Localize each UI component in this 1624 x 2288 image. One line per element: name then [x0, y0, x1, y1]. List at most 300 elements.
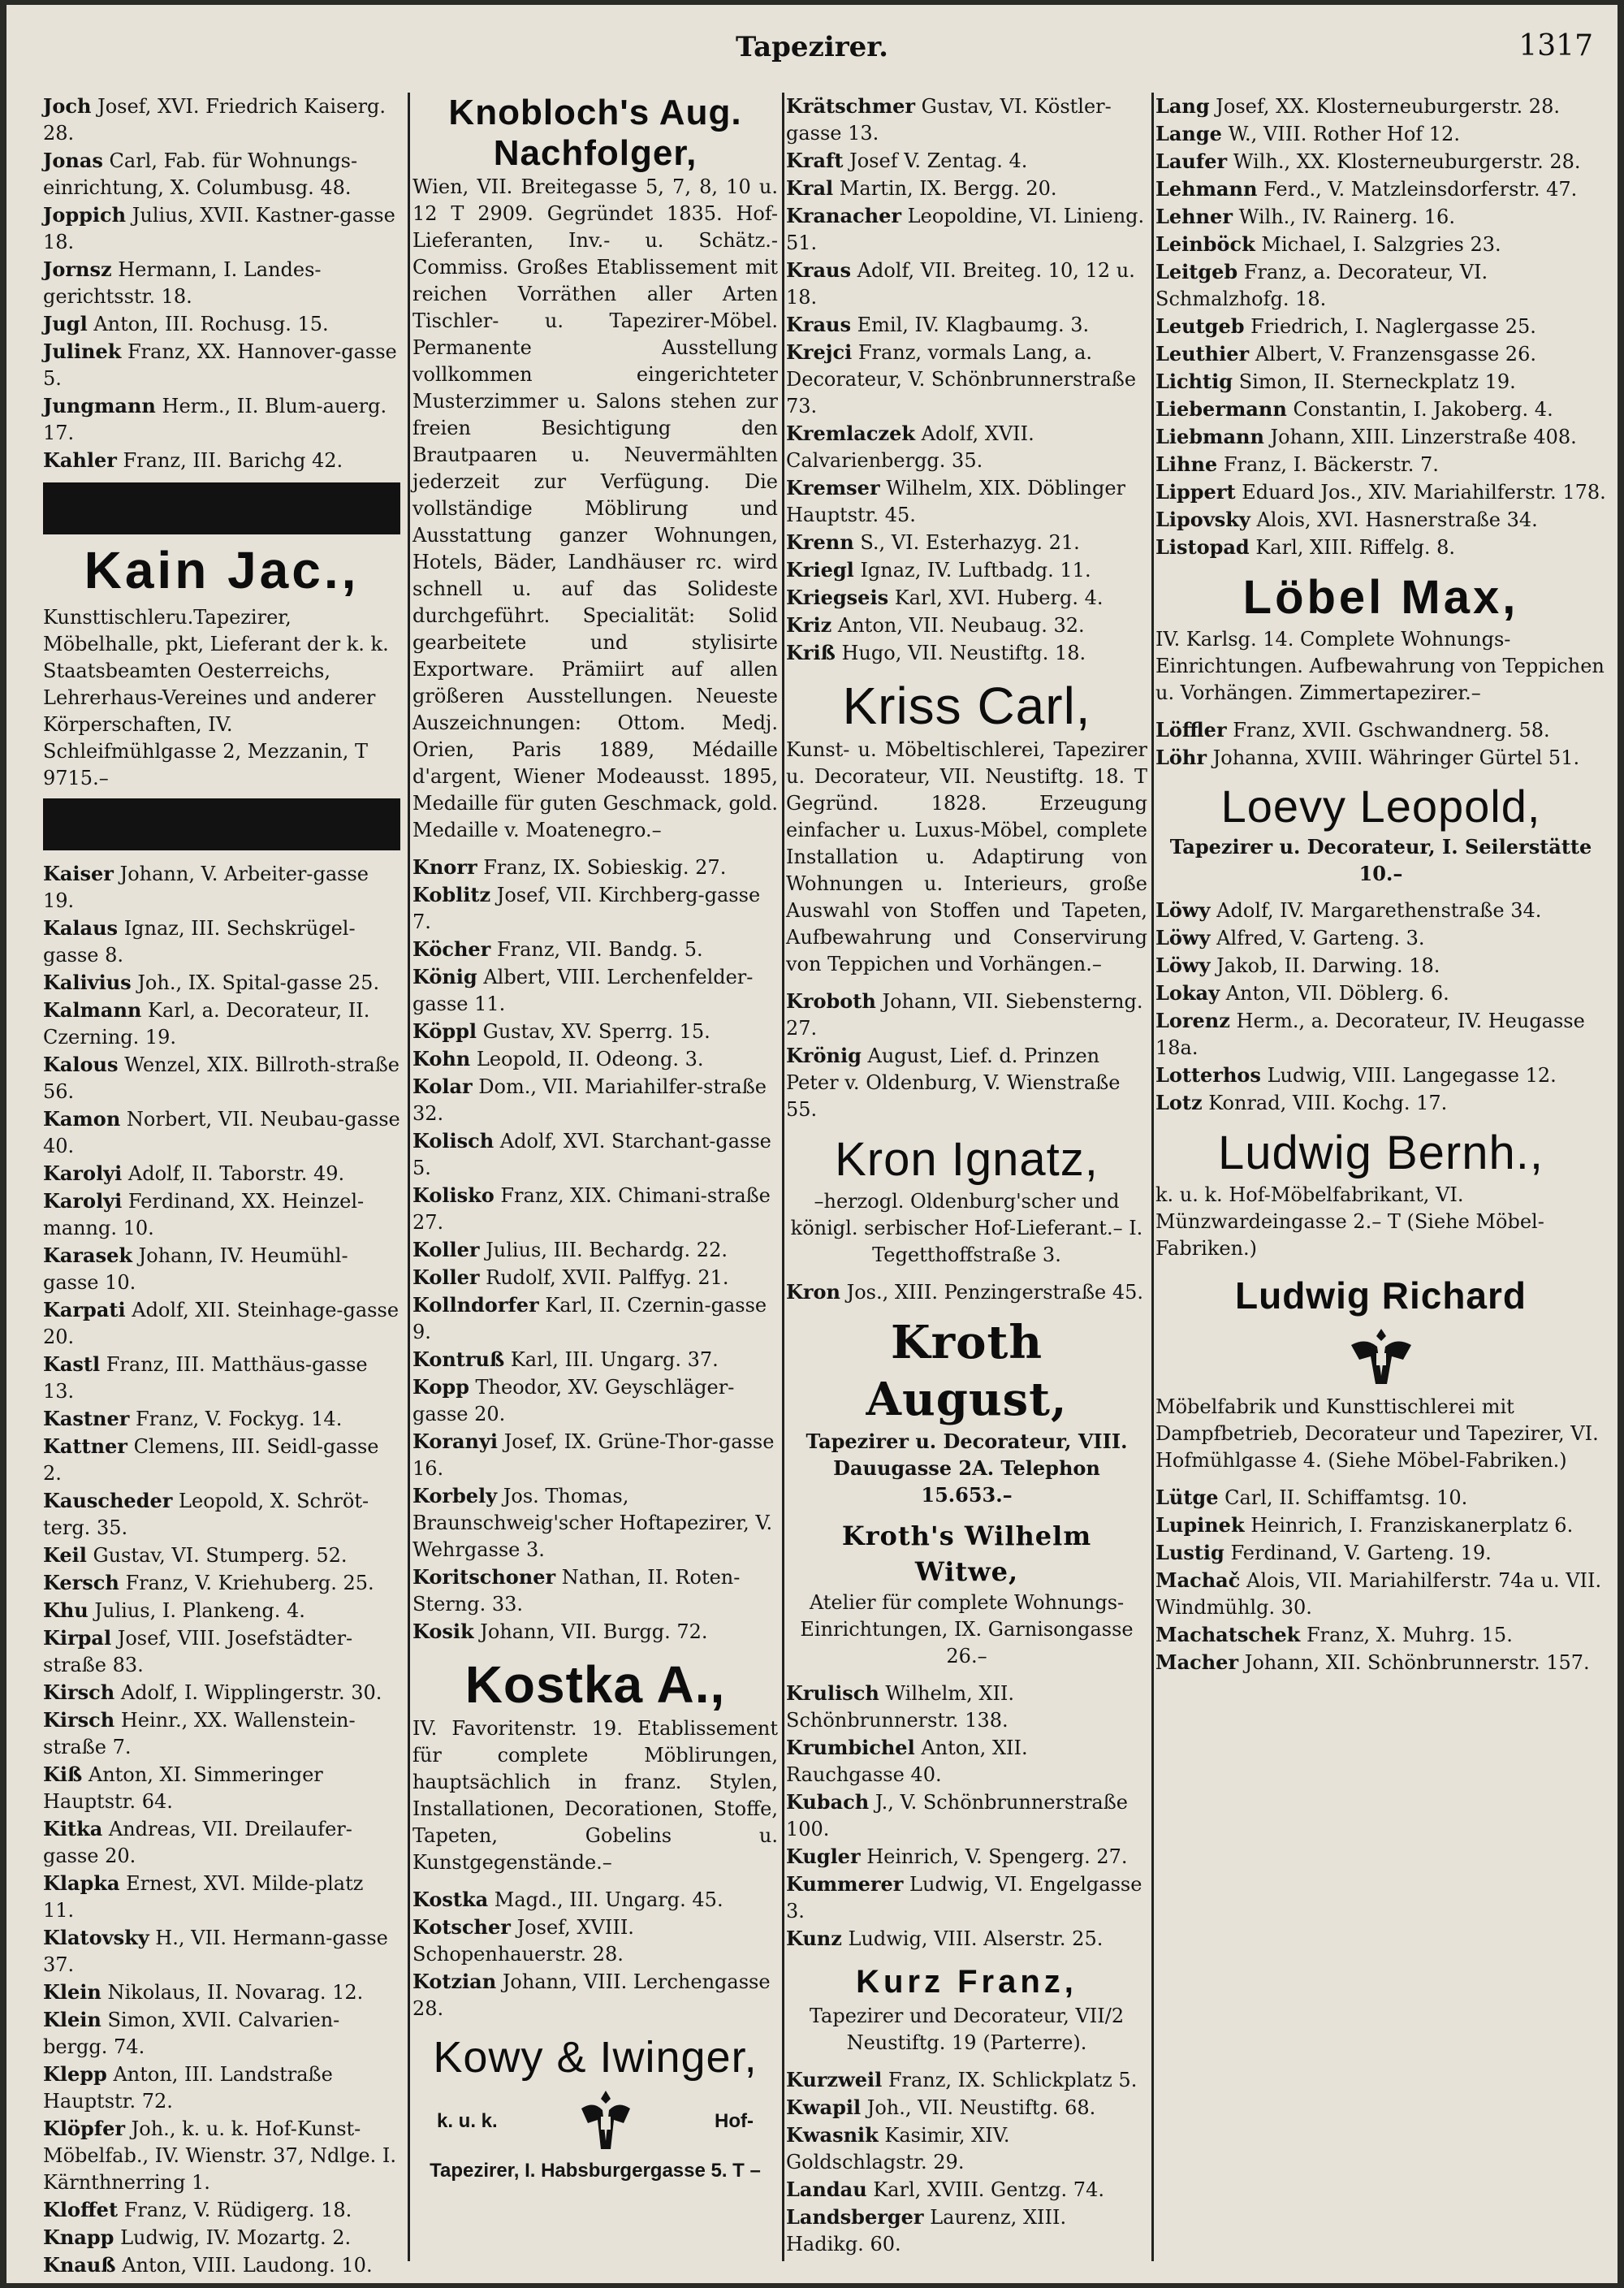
directory-entry [786, 1871, 1147, 1925]
entry-details: Franz, V. Fockyg. 14. [136, 1408, 343, 1430]
entry-details: Alfred, V. Garteng. 3. [1216, 927, 1425, 949]
page-number: 1317 [1518, 29, 1593, 63]
ad-heading: Kroth August, [866, 1316, 1068, 1426]
entry-surname: Kastner [43, 1407, 130, 1430]
directory-entry [412, 1291, 778, 1346]
entry-details: Simon, XVII. Calvarien-bergg. 74. [43, 2009, 340, 2058]
column-3 [786, 93, 1147, 2256]
entry-surname: Kitka [43, 1817, 103, 1840]
directory-entry [786, 420, 1147, 474]
entry-details: Albert, V. Franzensgasse 26. [1255, 343, 1536, 365]
ad-kurz [786, 1961, 1147, 2057]
entry-details: Johanna, XVIII. Währinger Gürtel 51. [1212, 746, 1580, 769]
directory-entry [786, 257, 1147, 311]
entry-surname: Kaiser [43, 862, 114, 885]
entry-surname: Kraft [786, 149, 844, 172]
directory-entry [412, 936, 778, 963]
ad-heading: Ludwig Richard [1235, 1274, 1527, 1317]
entry-surname: Köcher [412, 937, 491, 961]
entry-surname: Kroboth [786, 989, 876, 1013]
entry-details: Wilhelm, XII. Schönbrunnerstr. 138. [786, 1682, 1015, 1732]
directory-entry [1155, 952, 1606, 980]
entry-details: Nikolaus, II. Novarag. 12. [107, 1981, 364, 2004]
entry-details: Franz, I. Bäckerstr. 7. [1223, 453, 1439, 476]
directory-entry [1155, 1539, 1606, 1567]
ad-heading: Kain Jac., [84, 541, 360, 599]
entry-surname: Lotz [1155, 1091, 1203, 1114]
entry-details: Laurenz, XIII. Hadikg. 60. [786, 2206, 1067, 2256]
entry-surname: Landau [786, 2178, 867, 2201]
entry-surname: Landsberger [786, 2205, 924, 2229]
directory-entry [1155, 396, 1606, 423]
entry-details: Adolf, I. Wipplingerstr. 30. [120, 1681, 382, 1704]
entry-list [786, 2066, 1147, 2258]
entry-surname: Kersch [43, 1571, 119, 1594]
ad-heading: Löbel Max, [1242, 571, 1519, 624]
directory-entry [43, 1542, 400, 1569]
ad-kron [786, 1131, 1147, 1269]
directory-entry [43, 1569, 400, 1597]
entry-details: Clemens, III. Seidl-gasse 2. [43, 1435, 379, 1485]
entry-details: Simon, II. Sterneckplatz 19. [1238, 370, 1516, 393]
entry-surname: Klein [43, 1980, 102, 2004]
entry-details: Jakob, II. Darwing. 18. [1216, 954, 1440, 977]
entry-surname: Knorr [412, 855, 477, 879]
entry-surname: Korbely [412, 1484, 498, 1507]
entry-list [786, 988, 1147, 1123]
entry-surname: Kriegseis [786, 586, 889, 609]
entry-surname: Kolisch [412, 1129, 495, 1153]
entry-details: Ludwig, VIII. Alserstr. 25. [848, 1927, 1104, 1950]
entry-surname: Kriegl [786, 558, 854, 582]
entry-surname: Kirsch [43, 1680, 115, 1704]
ad-crest-row [1155, 1324, 1606, 1389]
entry-list [786, 93, 1147, 667]
entry-surname: Krejci [786, 340, 853, 364]
directory-entry [412, 1182, 778, 1236]
directory-entry [786, 175, 1147, 202]
entry-details: Karl, XIII. Riffelg. 8. [1255, 536, 1455, 559]
entry-details: Anton, III. Landstraße Hauptstr. 72. [43, 2063, 333, 2113]
entry-details: Emil, IV. Klagbaumg. 3. [857, 314, 1090, 336]
ad-kain [43, 482, 400, 850]
directory-entry [1155, 93, 1606, 120]
entry-details: Andreas, VII. Dreilaufer-gasse 20. [43, 1818, 352, 1867]
entry-details: Ludwig, IV. Mozartg. 2. [120, 2226, 352, 2249]
entry-surname: Macher [1155, 1650, 1239, 1674]
ad-loebel [1155, 569, 1606, 707]
directory-entry [43, 1815, 400, 1870]
entry-surname: Kremser [786, 476, 880, 500]
entry-list [786, 1278, 1147, 1306]
entry-details: Friedrich, I. Naglergasse 25. [1250, 315, 1536, 338]
directory-entry [786, 988, 1147, 1042]
entry-surname: Kamon [43, 1107, 121, 1131]
entry-details: Franz, VII. Bandg. 5. [496, 938, 703, 961]
entry-details: Adolf, XII. Steinhage-gasse 20. [43, 1299, 400, 1348]
ad-kowy [412, 2031, 778, 2184]
directory-entry [43, 1433, 400, 1487]
entry-surname: Kloffet [43, 2198, 119, 2221]
entry-surname: Kriz [786, 613, 832, 637]
directory-entry [1155, 980, 1606, 1007]
ad-text: Wien, VII. Breitegasse 5, 7, 8, 10 u. 12 T 2909. Gegründet 1835. Hof-Lieferanten, Inv.- u. Schätz.-Commiss. Großes Etablissement mit reichen Vorräthen aller Arten Tischler- u. Tapezirer-Möbel. Permanente Ausstellung vollkommen eingerichteter Musterzimmer u. Salons stehen zur freien Besichtigung den Brautpaaren u. Neuvermählten jederzeit zur Verfügung. Die vollständige Möblirung und Ausstattung ganzer Wohnungen, Hotels, Bäder, Landhäuser rc. wird schnell u. auf das Solideste durchgeführt. Specialität: Solid gearbeitete und stylisirte Exportware. Prämiirt auf allen größeren Ausstellungen. Neueste Auszeichnungen: Ottom. Medj. Orien, Paris 1889, Médaille d'argent, Wiener Modeausst. 1895, Medaille für guten Geschmack, gold. Medaille v. Moatenegro.– [412, 175, 778, 841]
directory-entry [412, 1264, 778, 1291]
column-divider [408, 93, 410, 2261]
entry-surname: Löwy [1155, 898, 1211, 922]
directory-entry [43, 1187, 400, 1242]
ad-loevy [1155, 780, 1606, 887]
directory-entry [786, 1734, 1147, 1788]
directory-entry [786, 584, 1147, 612]
entry-surname: Kalmann [43, 998, 142, 1022]
directory-page [6, 5, 1618, 2283]
ad-heading: Ludwig Bernh., [1218, 1127, 1544, 1179]
entry-surname: Jonas [43, 149, 103, 172]
entry-details: J., V. Schönbrunnerstraße 100. [786, 1791, 1128, 1840]
entry-surname: Klatovsky [43, 1926, 149, 1949]
directory-entry [1155, 924, 1606, 952]
directory-entry [786, 2176, 1147, 2204]
directory-entry [43, 2224, 400, 2251]
directory-entry [1155, 1649, 1606, 1676]
directory-entry [1155, 203, 1606, 231]
ad-heading: Kowy & Iwinger, [433, 2033, 758, 2082]
entry-surname: Knauß [43, 2253, 116, 2277]
directory-entry [412, 854, 778, 881]
directory-entry [1155, 534, 1606, 561]
ad-hof: Hof- [715, 2109, 754, 2132]
entry-surname: Kurzweil [786, 2068, 883, 2091]
entry-surname: Kolisko [412, 1183, 495, 1207]
entry-surname: Machač [1155, 1568, 1241, 1592]
entry-details: Anton, XII. Rauchgasse 40. [786, 1737, 1028, 1786]
entry-surname: Lang [1155, 94, 1210, 118]
ad-text: Möbelfabrik und Kunsttischlerei mit Dampfbetrieb, Decorateur und Tapezirer, VI. Hofmühlgasse 4. (Siehe Möbel-Fabriken.) [1155, 1395, 1599, 1472]
entry-surname: Kollndorfer [412, 1293, 539, 1317]
directory-entry [43, 338, 400, 392]
entry-surname: Koller [412, 1265, 480, 1289]
entry-details: Josef, IX. Grüne-Thor-gasse 16. [412, 1430, 775, 1480]
directory-entry [1155, 1567, 1606, 1621]
directory-entry [412, 963, 778, 1018]
entry-list [1155, 1484, 1606, 1676]
directory-entry [1155, 1062, 1606, 1089]
ad-text: Tapezirer und Decorateur, VII/2 Neustiftg. 19 (Parterre). [809, 2005, 1125, 2054]
directory-entry [43, 1924, 400, 1979]
entry-details: Joh., VII. Neustiftg. 68. [866, 2096, 1096, 2119]
entry-surname: Karpati [43, 1298, 126, 1321]
entry-surname: Kohn [412, 1047, 471, 1070]
entry-surname: Listopad [1155, 535, 1250, 559]
directory-entry [43, 1242, 400, 1296]
directory-entry [412, 881, 778, 936]
directory-entry [412, 1564, 778, 1618]
ad-heading: Loevy Leopold, [1220, 781, 1541, 832]
ad-text: Kunst- u. Möbeltischlerei, Tapezirer u. Decorateur, VII. Neustiftg. 18. T Gegründ. 1828. Erzeugung einfacher u. Luxus-Möbel, complete Installation u. Adaptirung von Wohnungen u. Interieurs, große Auswahl von Stoffen und Tapeten, Aufbewahrung und Conservirung von Teppichen und Vorhängen.– [786, 738, 1147, 975]
entry-list [43, 93, 400, 474]
directory-entry [412, 1968, 778, 2022]
entry-surname: Koblitz [412, 883, 491, 906]
entry-details: Ignaz, III. Sechskrügel-gasse 8. [43, 917, 356, 967]
directory-entry [786, 202, 1147, 257]
directory-entry [786, 2121, 1147, 2176]
directory-entry [412, 1428, 778, 1482]
entry-surname: Leitgeb [1155, 260, 1238, 283]
entry-surname: Joppich [43, 203, 127, 227]
directory-entry [786, 612, 1147, 639]
entry-surname: Kalous [43, 1053, 119, 1076]
entry-surname: Lotterhos [1155, 1063, 1261, 1087]
directory-entry [412, 1127, 778, 1182]
entry-details: Heinrich, V. Spengerg. 27. [866, 1845, 1128, 1868]
entry-details: Hermann, I. Landes-gerichtsstr. 18. [43, 258, 322, 308]
directory-entry [1155, 231, 1606, 258]
directory-entry [43, 93, 400, 147]
entry-list [1155, 716, 1606, 772]
directory-entry [1155, 120, 1606, 148]
entry-details: Josef, XVIII. Schopenhauerstr. 28. [412, 1916, 634, 1966]
entry-details: Anton, VII. Neubaug. 32. [837, 614, 1085, 637]
directory-entry [786, 639, 1147, 667]
entry-surname: Kwasnik [786, 2123, 879, 2147]
directory-entry [43, 1870, 400, 1924]
ad-ludwig-bernh [1155, 1125, 1606, 1262]
ad-text: IV. Favoritenstr. 19. Etablissement für complete Möblirungen, hauptsächlich in franz. Stylen, Installationen, Decorationen, Stoffe, Tapeten, Gobelins u. Kunstgegenstände.– [412, 1717, 778, 1874]
directory-entry [786, 474, 1147, 529]
directory-entry [43, 1351, 400, 1405]
entry-surname: Kirsch [43, 1708, 115, 1732]
ad-heading: Kostka A., [464, 1655, 726, 1714]
entry-surname: Koritschoner [412, 1565, 556, 1589]
ad-kostka [412, 1654, 778, 1876]
directory-entry [43, 392, 400, 447]
directory-entry [43, 915, 400, 969]
directory-entry [43, 2006, 400, 2061]
entry-surname: Kraus [786, 258, 852, 282]
ad-text: Tapezirer u. Decorateur, I. Seilerstätte 10.– [1169, 835, 1592, 885]
directory-entry [43, 1597, 400, 1624]
entry-surname: Klöpfer [43, 2117, 126, 2140]
entry-details: Johann, XIII. Linzerstraße 408. [1270, 426, 1577, 448]
directory-entry [1155, 148, 1606, 175]
entry-details: Gustav, XV. Sperrg. 15. [482, 1020, 710, 1043]
directory-entry [412, 1914, 778, 1968]
entry-details: Johann, XII. Schönbrunnerstr. 157. [1244, 1651, 1590, 1674]
entry-details: Rudolf, XVII. Palffyg. 21. [486, 1266, 729, 1289]
entry-details: Josef, VII. Kirchberg-gasse 7. [412, 884, 761, 933]
entry-surname: Krätschmer [786, 94, 916, 118]
directory-entry [786, 2094, 1147, 2121]
column-divider [782, 93, 784, 2261]
entry-details: Konrad, VIII. Kochg. 17. [1208, 1092, 1448, 1114]
entry-surname: Kwapil [786, 2096, 862, 2119]
entry-surname: Kauscheder [43, 1489, 173, 1512]
entry-details: Ignaz, IV. Luftbadg. 11. [860, 559, 1091, 582]
entry-list [1155, 897, 1606, 1117]
entry-details: Adolf, II. Taborstr. 49. [127, 1162, 345, 1185]
entry-details: Heinrich, I. Franziskanerplatz 6. [1250, 1514, 1574, 1537]
entry-details: Johann, VIII. Lerchengasse 28. [412, 1970, 771, 2020]
entry-surname: Löwy [1155, 926, 1211, 949]
entry-details: Anton, VIII. Laudong. 10. [122, 2254, 373, 2277]
entry-surname: Leuthier [1155, 342, 1250, 365]
entry-details: Ludwig, VI. Engelgasse 3. [786, 1873, 1142, 1923]
directory-entry [412, 1482, 778, 1564]
entry-details: Adolf, XVII. Calvarienbergg. 35. [786, 422, 1034, 472]
entry-details: Gustav, VI. Stumperg. 52. [93, 1544, 348, 1567]
entry-surname: Koranyi [412, 1429, 499, 1453]
entry-surname: Lehner [1155, 205, 1233, 228]
entry-surname: Kalivius [43, 971, 132, 994]
entry-details: Norbert, VII. Neubau-gasse 40. [43, 1108, 400, 1157]
directory-entry [412, 1886, 778, 1914]
entry-details: Ferdinand, V. Garteng. 19. [1230, 1542, 1492, 1564]
entry-details: Johann, VII. Burgg. 72. [480, 1620, 708, 1643]
entry-details: Josef, XX. Klosterneuburgerstr. 28. [1216, 95, 1560, 118]
ad-heading: Kroth's Wilhelm Witwe, [841, 1520, 1092, 1587]
entry-details: Franz, a. Decorateur, VI. Schmalzhofg. 18. [1155, 261, 1488, 310]
entry-list [412, 854, 778, 1646]
entry-list [786, 1680, 1147, 1953]
entry-details: Karl, a. Decorateur, II. Czerning. 19. [43, 999, 370, 1049]
entry-details: Gustav, VI. Köstler-gasse 13. [786, 95, 1112, 145]
entry-details: Albert, VIII. Lerchenfelder-gasse 11. [412, 966, 754, 1015]
entry-details: S., VI. Esterhazyg. 21. [860, 531, 1080, 554]
entry-surname: Kunz [786, 1927, 842, 1950]
entry-details: Karl, III. Ungarg. 37. [510, 1348, 719, 1371]
directory-entry [1155, 423, 1606, 451]
entry-details: Julius, III. Bechardg. 22. [486, 1239, 728, 1261]
entry-surname: Kugler [786, 1845, 861, 1868]
entry-surname: Koller [412, 1238, 480, 1261]
ad-text: Kunsttischleru.Tapezirer, Möbelhalle, pkt, Lieferant der k. k. Staatsbeamten Oesterreichs, Lehrerhaus-Vereines und anderer Körperschaften, IV. Schleifmühlgasse 2, Mezzanin, T 9715.– [43, 606, 389, 789]
entry-details: Julius, I. Plankeng. 4. [94, 1599, 305, 1622]
directory-entry [786, 1788, 1147, 1843]
entry-details: Leopoldine, VI. Linieng. 51. [786, 205, 1145, 254]
entry-details: Ernest, XVI. Milde-platz 11. [43, 1872, 364, 1922]
entry-details: Wilh., XX. Klosterneuburgerstr. 28. [1233, 150, 1581, 173]
directory-entry [43, 1761, 400, 1815]
entry-details: Franz, IX. Schlickplatz 5. [888, 2069, 1138, 2091]
directory-entry [43, 1105, 400, 1160]
entry-details: Ludwig, VIII. Langegasse 12. [1267, 1064, 1557, 1087]
entry-details: H., VII. Hermann-gasse 37. [43, 1927, 388, 1976]
directory-entry [43, 969, 400, 997]
directory-entry [43, 997, 400, 1051]
entry-surname: Lippert [1155, 480, 1236, 504]
entry-details: Anton, III. Rochusg. 15. [93, 313, 329, 335]
entry-surname: Kiß [43, 1762, 83, 1786]
directory-entry [43, 1296, 400, 1351]
directory-entry [786, 1278, 1147, 1306]
ad-heading: Knobloch's Aug. Nachfolger, [448, 93, 742, 173]
directory-entry [786, 2066, 1147, 2094]
entry-details: Johann, IV. Heumühl-gasse 10. [43, 1244, 348, 1294]
ad-text: Tapezirer u. Decorateur, VIII. Dauugasse 2A. Telephon 15.653.– [806, 1429, 1128, 1507]
entry-surname: Kraus [786, 313, 852, 336]
entry-surname: Kahler [43, 448, 117, 472]
entry-details: Joh., IX. Spital-gasse 25. [137, 971, 380, 994]
entry-surname: Kriß [786, 641, 836, 664]
entry-surname: Lustig [1155, 1541, 1224, 1564]
directory-entry [43, 201, 400, 256]
directory-entry [1155, 451, 1606, 478]
entry-list [43, 860, 400, 2279]
entry-details: Karl, II. Czernin-gasse 9. [412, 1294, 767, 1343]
directory-entry [1155, 716, 1606, 744]
entry-details: Magd., III. Ungarg. 45. [494, 1888, 723, 1911]
directory-entry [1155, 340, 1606, 368]
entry-surname: Joch [43, 94, 92, 118]
entry-surname: Kalaus [43, 916, 119, 940]
entry-surname: Löffler [1155, 718, 1227, 742]
directory-entry [412, 1373, 778, 1428]
ad-kriss [786, 675, 1147, 978]
directory-entry [43, 310, 400, 338]
entry-surname: König [412, 965, 477, 988]
entry-details: Karl, XVIII. Gentzg. 74. [873, 2178, 1104, 2201]
ad-kroth-witwe [786, 1518, 1147, 1670]
column-2 [412, 93, 778, 2253]
entry-surname: Karolyi [43, 1161, 123, 1185]
entry-surname: Köppl [412, 1019, 477, 1043]
directory-entry [43, 1706, 400, 1761]
directory-entry [786, 556, 1147, 584]
directory-entry [1155, 897, 1606, 924]
page-header [6, 5, 1618, 102]
ad-text: k. u. k. Hof-Möbelfabrikant, VI. Münzwardeingasse 2.– T (Siehe Möbel-Fabriken.) [1155, 1183, 1544, 1260]
entry-details: Ferdinand, XX. Heinzel-manng. 10. [43, 1190, 365, 1239]
entry-surname: Liebermann [1155, 397, 1287, 421]
ad-text: Tapezirer, I. Habsburgergasse 5. T – [430, 2160, 761, 2182]
directory-entry [786, 1843, 1147, 1871]
entry-details: Dom., VII. Mariahilfer-straße 32. [412, 1075, 767, 1125]
entry-details: Constantin, I. Jakoberg. 4. [1293, 398, 1553, 421]
page-title: Tapezirer. [736, 31, 888, 63]
ad-text: IV. Karlsg. 14. Complete Wohnungs-Einrichtungen. Aufbewahrung von Teppichen u. Vorhängen. Zimmertapezirer.– [1155, 628, 1605, 704]
directory-entry [43, 1979, 400, 2006]
directory-entry [43, 1624, 400, 1679]
entry-details: Franz, V. Rüdigerg. 18. [123, 2199, 352, 2221]
entry-details: Josef, XVI. Friedrich Kaiserg. 28. [43, 95, 387, 145]
directory-entry [1155, 1484, 1606, 1512]
entry-surname: Laufer [1155, 149, 1228, 173]
entry-details: Carl, II. Schiffamtsg. 10. [1224, 1486, 1468, 1509]
entry-surname: Jornsz [43, 257, 112, 281]
entry-surname: Keil [43, 1543, 87, 1567]
directory-entry [1155, 1512, 1606, 1539]
entry-details: Hugo, VII. Neustiftg. 18. [841, 642, 1086, 664]
entry-surname: Knapp [43, 2225, 114, 2249]
entry-surname: Lupinek [1155, 1513, 1245, 1537]
entry-details: Josef V. Zentag. 4. [849, 149, 1028, 172]
entry-details: Herm., II. Blum-auerg. 17. [43, 395, 387, 444]
ad-text: –herzogl. Oldenburg'scher und königl. serbischer Hof-Lieferant.– I. Tegetthoffstraße 3. [790, 1190, 1143, 1266]
entry-surname: Kotzian [412, 1970, 497, 1993]
entry-details: Franz, III. Matthäus-gasse 13. [43, 1353, 368, 1403]
directory-entry [1155, 175, 1606, 203]
entry-surname: Kolar [412, 1075, 473, 1098]
entry-details: Carl, Fab. für Wohnungs-einrichtung, X. Columbusg. 48. [43, 149, 358, 199]
banner-bar [43, 798, 400, 850]
entry-surname: Liebmann [1155, 425, 1264, 448]
entry-details: Wenzel, XIX. Billroth-straße 56. [43, 1053, 400, 1103]
directory-entry [412, 1618, 778, 1646]
entry-surname: Kummerer [786, 1872, 904, 1896]
directory-entry [412, 1018, 778, 1045]
entry-details: Jos. Thomas, Braunschweig'scher Hoftapezirer, V. Wehrgasse 3. [412, 1485, 773, 1561]
